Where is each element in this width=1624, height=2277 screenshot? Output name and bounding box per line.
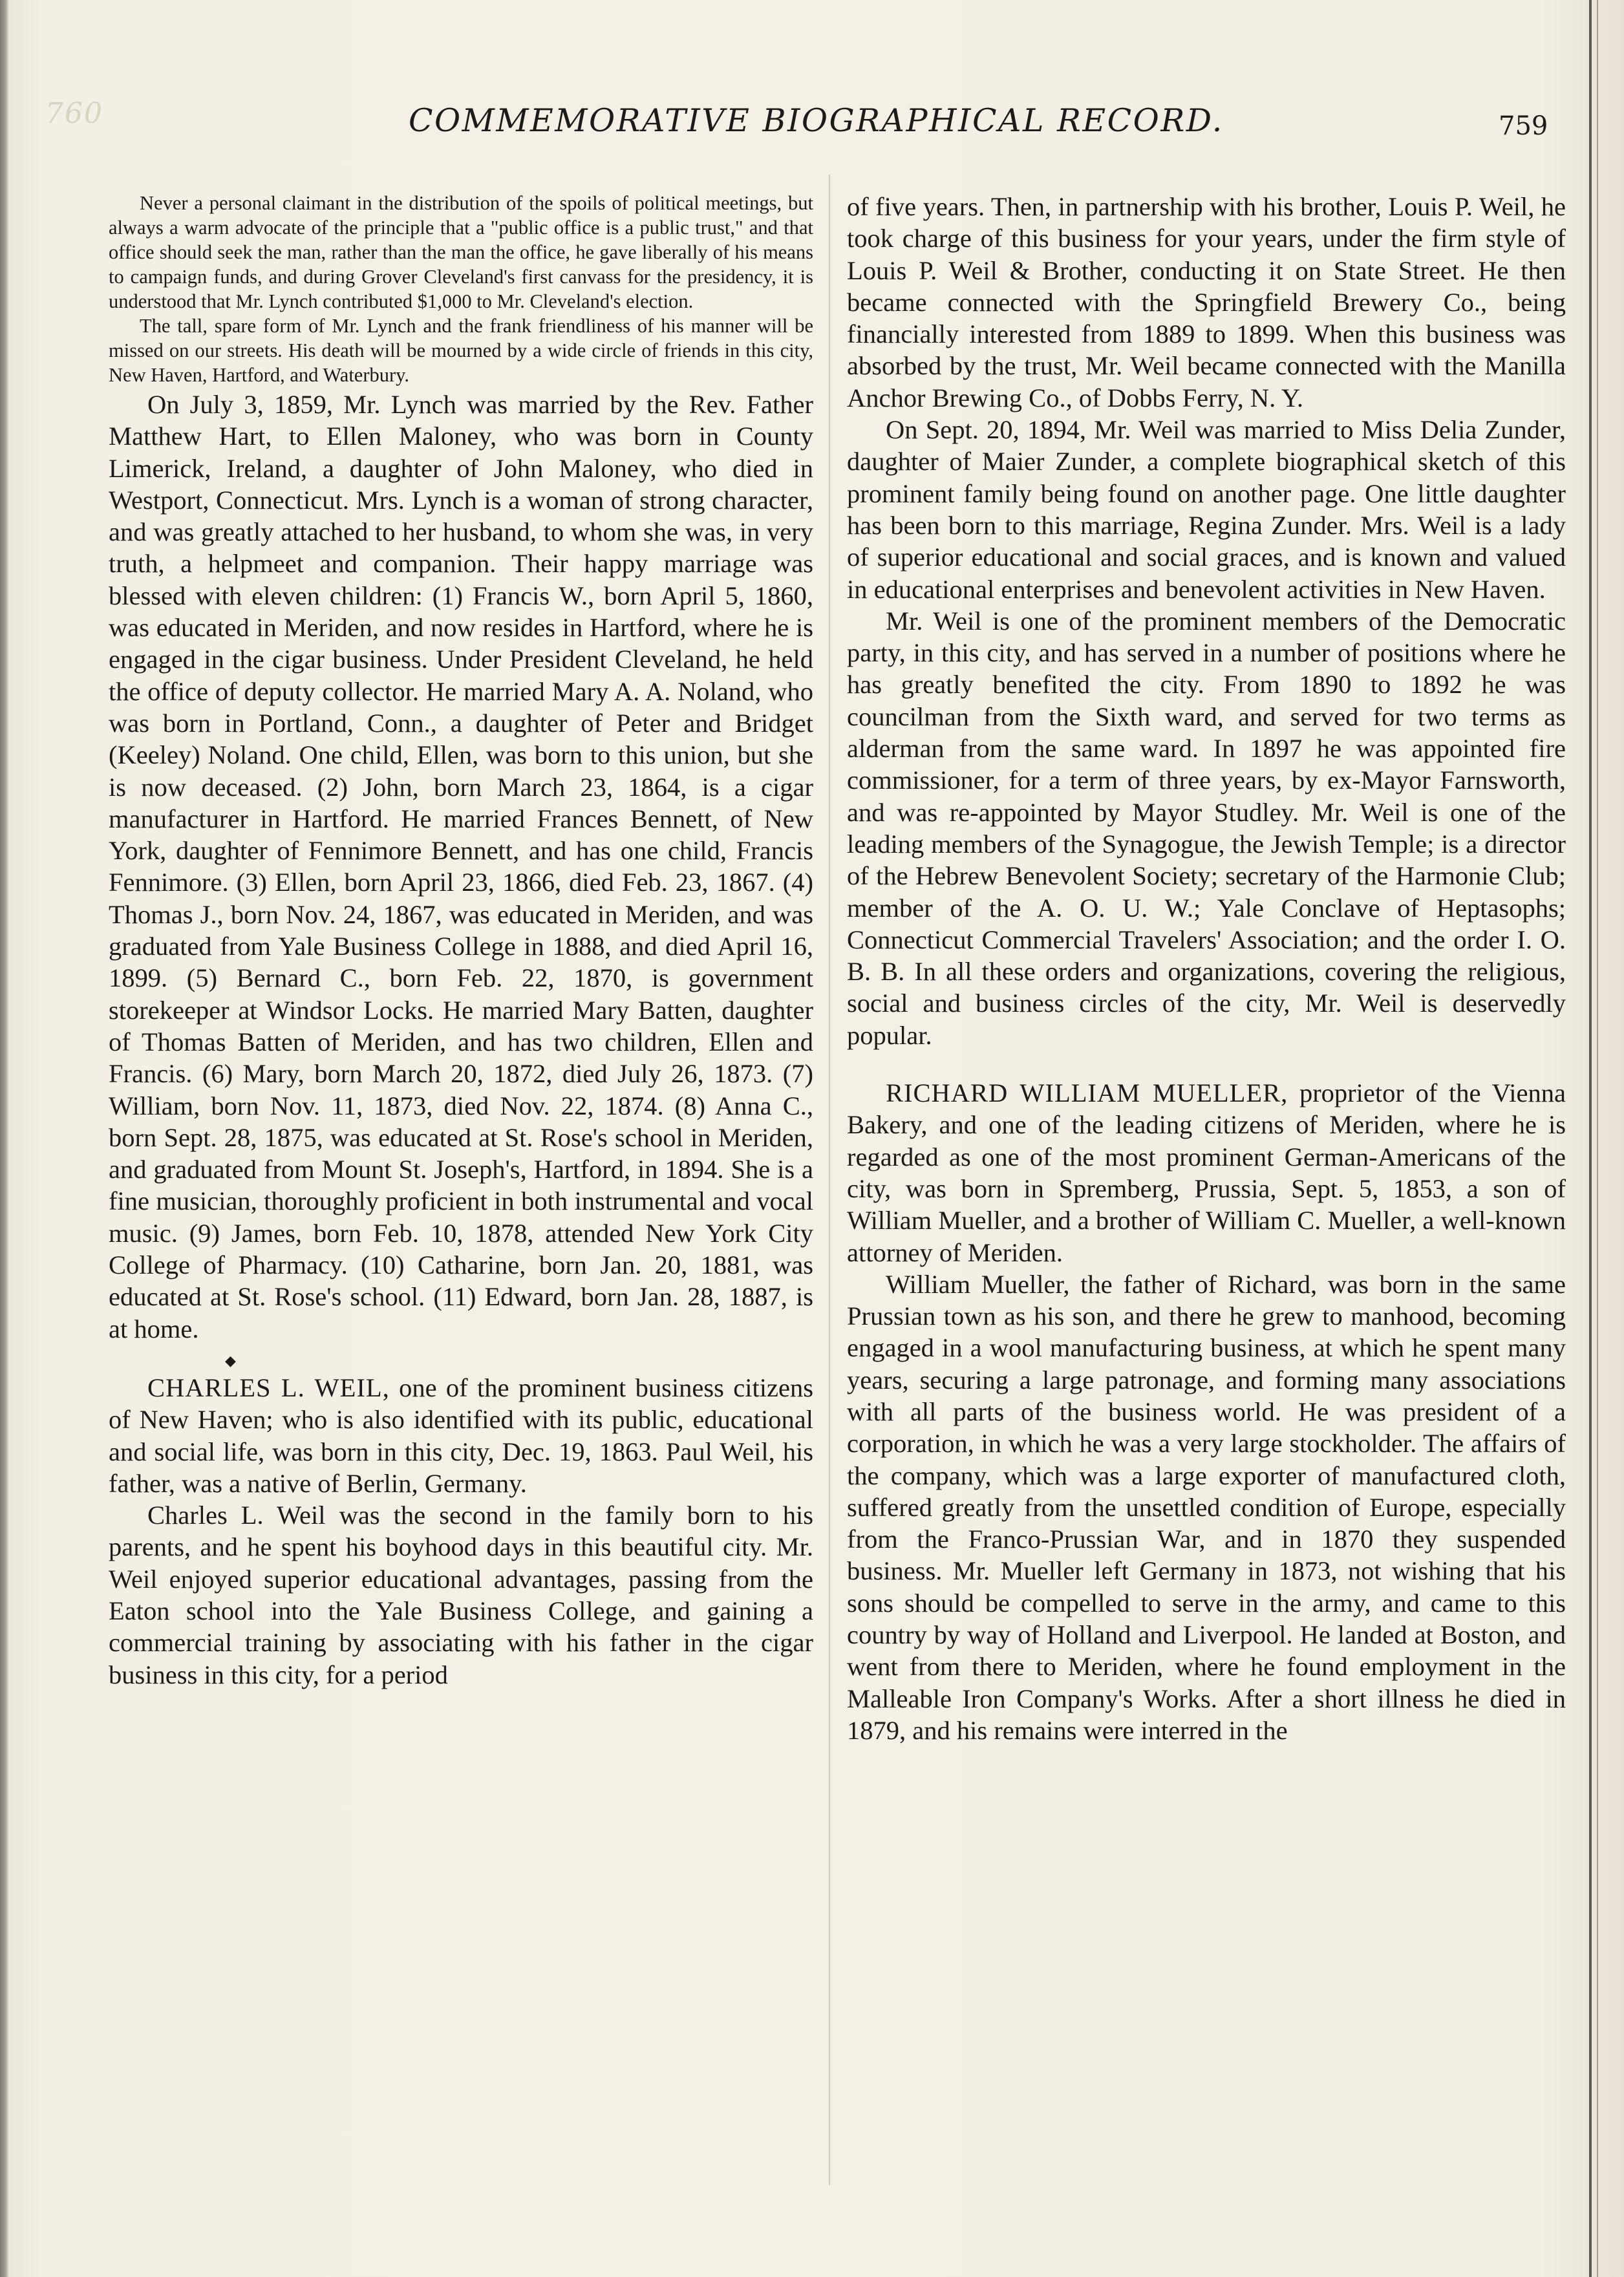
page-header bbox=[0, 102, 1624, 147]
left-column bbox=[109, 191, 813, 1691]
page-edge-shadow-left bbox=[0, 0, 9, 2277]
bleed-through-page-number: 760 bbox=[45, 97, 103, 130]
tribute-paragraph-1: Never a personal claimant in the distribution of the spoils of political meetings, but always a warm advocate of the principle that a "public office is a public trust," and that office should seek the man, rather than the man the office, he gave liberally of his means to campaign funds, and during Grover Cleveland's first canvass for the presidency, it is understood that Mr. Lynch contributed $1,000 to Mr. Cleveland's election. bbox=[109, 192, 813, 312]
weil-politics-paragraph: Mr. Weil is one of the prominent members of the Democratic party, in this city, and has served in a number of positions where he has greatly benefited the city. From 1890 to 1892 he was councilman from the Sixth ward, and served for two terms as alderman from the same ward. In 1897 he was appointed fire commissioner, for a term of three years, by ex-Mayor Farnsworth, and was re-appointed by Mayor Studley. Mr. Weil is one of the leading members of the Synagogue, the Jewish Temple; is a director of the Hebrew Benevolent Society; secretary of the Harmonie Club; member of the A. O. U. W.; Yale Conclave of Heptasophs; Connecticut Commercial Travelers' Association; and the order I. O. B. B. In all these orders and organizations, covering the religious, social and business circles of the city, Mr. Weil is deservedly popular. bbox=[847, 606, 1566, 1050]
weil-intro-paragraph bbox=[109, 1372, 813, 1499]
right-column bbox=[847, 191, 1566, 1746]
quoted-tribute bbox=[109, 191, 813, 387]
mueller-intro-paragraph bbox=[847, 1077, 1566, 1268]
weil-name-heading: CHARLES L. WEIL, bbox=[147, 1373, 390, 1402]
lynch-family-paragraph: On July 3, 1859, Mr. Lynch was married by the Rev. Father Matthew Hart, to Ellen Maloney, who was born in County Limerick, Ireland, a daughter of John Maloney, who died in Westport, Connecticut. Mrs. Lynch is a woman of strong character, and was greatly attached to her husband, to whom she was, in very truth, a helpmeet and companion. Their happy marriage was blessed with eleven children: (1) Francis W., born April 5, 1860, was educated in Meriden, and now resides in Hartford, where he is engaged in the cigar business. Under President Cleveland, he held the office of deputy collector. He married Mary A. A. Noland, who was born in Portland, Conn., a daughter of Peter and Bridget (Keeley) Noland. One child, Ellen, was born to this union, but she is now deceased. (2) John, born March 23, 1864, is a cigar manufacturer in Hartford. He married Frances Bennett, of New York, daughter of Fennimore Bennett, and has one child, Francis Fennimore. (3) Ellen, born April 23, 1866, died Feb. 23, 1867. (4) Thomas J., born Nov. 24, 1867, was educated in Meriden, and was graduated from Yale Business College in 1888, and died April 16, 1899. (5) Bernard C., born Feb. 22, 1870, is government storekeeper at Windsor Locks. He married Mary Batten, daughter of Thomas Batten of Meriden, and has two children, Ellen and Francis. (6) Mary, born March 20, 1872, died July 26, 1873. (7) William, born Nov. 11, 1873, died Nov. 22, 1874. (8) Anna C., born Sept. 28, 1875, was educated at St. Rose's school in Meriden, and graduated from Mount St. Joseph's, Hartford, in 1894. She is a fine musician, thoroughly proficient in both instrumental and vocal music. (9) James, born Feb. 10, 1878, attended New York City College of Pharmacy. (10) Catharine, born Jan. 20, 1881, was educated at St. Rose's school. (11) Edward, born Jan. 28, 1887, is at home. bbox=[109, 390, 813, 1343]
page-number: 759 bbox=[1499, 111, 1548, 141]
weil-marriage-paragraph: On Sept. 20, 1894, Mr. Weil was married to Miss Delia Zunder, daughter of Maier Zunder, a complete biographical sketch of this prominent family being found on another page. One little daughter has been born to this marriage, Regina Zunder. Mrs. Weil is a lady of superior educational and social graces, and is known and valued in educational enterprises and benevolent activities in New Haven. bbox=[847, 415, 1566, 604]
mueller-intro-text: proprietor of the Vienna Bakery, and one of the leading citizens of Meriden, where he is regarded as one of the most prominent German-Americans of the city, was born in Spremberg, Prussia, Sept. 5, 1853, a son of William Mueller, and a brother of William C. Mueller, a well-known attorney of Meriden. bbox=[847, 1078, 1566, 1267]
weil-intro-text: one of the prominent business citizens of New Haven; who is also identified with its public, educational and social life, was born in this city, Dec. 19, 1863. Paul Weil, his father, was a native of Berlin, Germany. bbox=[109, 1373, 813, 1498]
section-separator bbox=[109, 1345, 813, 1372]
mueller-name-heading: RICHARD WILLIAM MUELLER, bbox=[886, 1078, 1288, 1108]
column-divider bbox=[829, 175, 830, 2185]
weil-education-paragraph: Charles L. Weil was the second in the family born to his parents, and he spent his boyhood days in this beautiful city. Mr. Weil enjoyed superior educational advantages, passing from the Eaton school into the Yale Business College, and gaining a commercial training by associating with his father in the cigar business in this city, for a period bbox=[109, 1501, 813, 1689]
running-title: COMMEMORATIVE BIOGRAPHICAL RECORD. bbox=[409, 102, 1224, 139]
tribute-paragraph-2: The tall, spare form of Mr. Lynch and the frank friendliness of his manner will be missed on our streets. His death will be mourned by a wide circle of friends in this city, New Haven, Hartford, and Waterbury. bbox=[109, 315, 813, 386]
weil-business-paragraph: of five years. Then, in partnership with his brother, Louis P. Weil, he took charge of this business for your years, under the firm style of Louis P. Weil & Brother, conducting it on State Street. He then became connected with the Springfield Brewery Co., being financially interested from 1889 to 1899. When this business was absorbed by the trust, Mr. Weil became connected with the Manilla Anchor Brewing Co., of Dobbs Ferry, N. Y. bbox=[847, 192, 1566, 412]
page-edge-shadow-right bbox=[1589, 0, 1592, 2277]
section-gap bbox=[847, 1051, 1566, 1077]
separator-dot: ◆ bbox=[225, 1352, 236, 1369]
mueller-father-paragraph: William Mueller, the father of Richard, was born in the same Prussian town as his son, and there he grew to manhood, becoming engaged in a wool manufacturing business, at which he spent many years, securing a large patronage, and forming many associations with all parts of the business world. He was president of a corporation, in which he was a very large stockholder. The affairs of the company, which was a large exporter of manufactured cloth, suffered greatly from the unsettled condition of Europe, especially from the Franco-Prussian War, and in 1870 they suspended business. Mr. Mueller left Germany in 1873, not wishing that his sons should be compelled to serve in the army, and came to this country by way of Holland and Liverpool. He landed at Boston, and went from there to Meriden, where he found employment in the Malleable Iron Company's Works. After a short illness he died in 1879, and his remains were interred in the bbox=[847, 1269, 1566, 1745]
page-edge-line-right bbox=[1597, 0, 1598, 2277]
